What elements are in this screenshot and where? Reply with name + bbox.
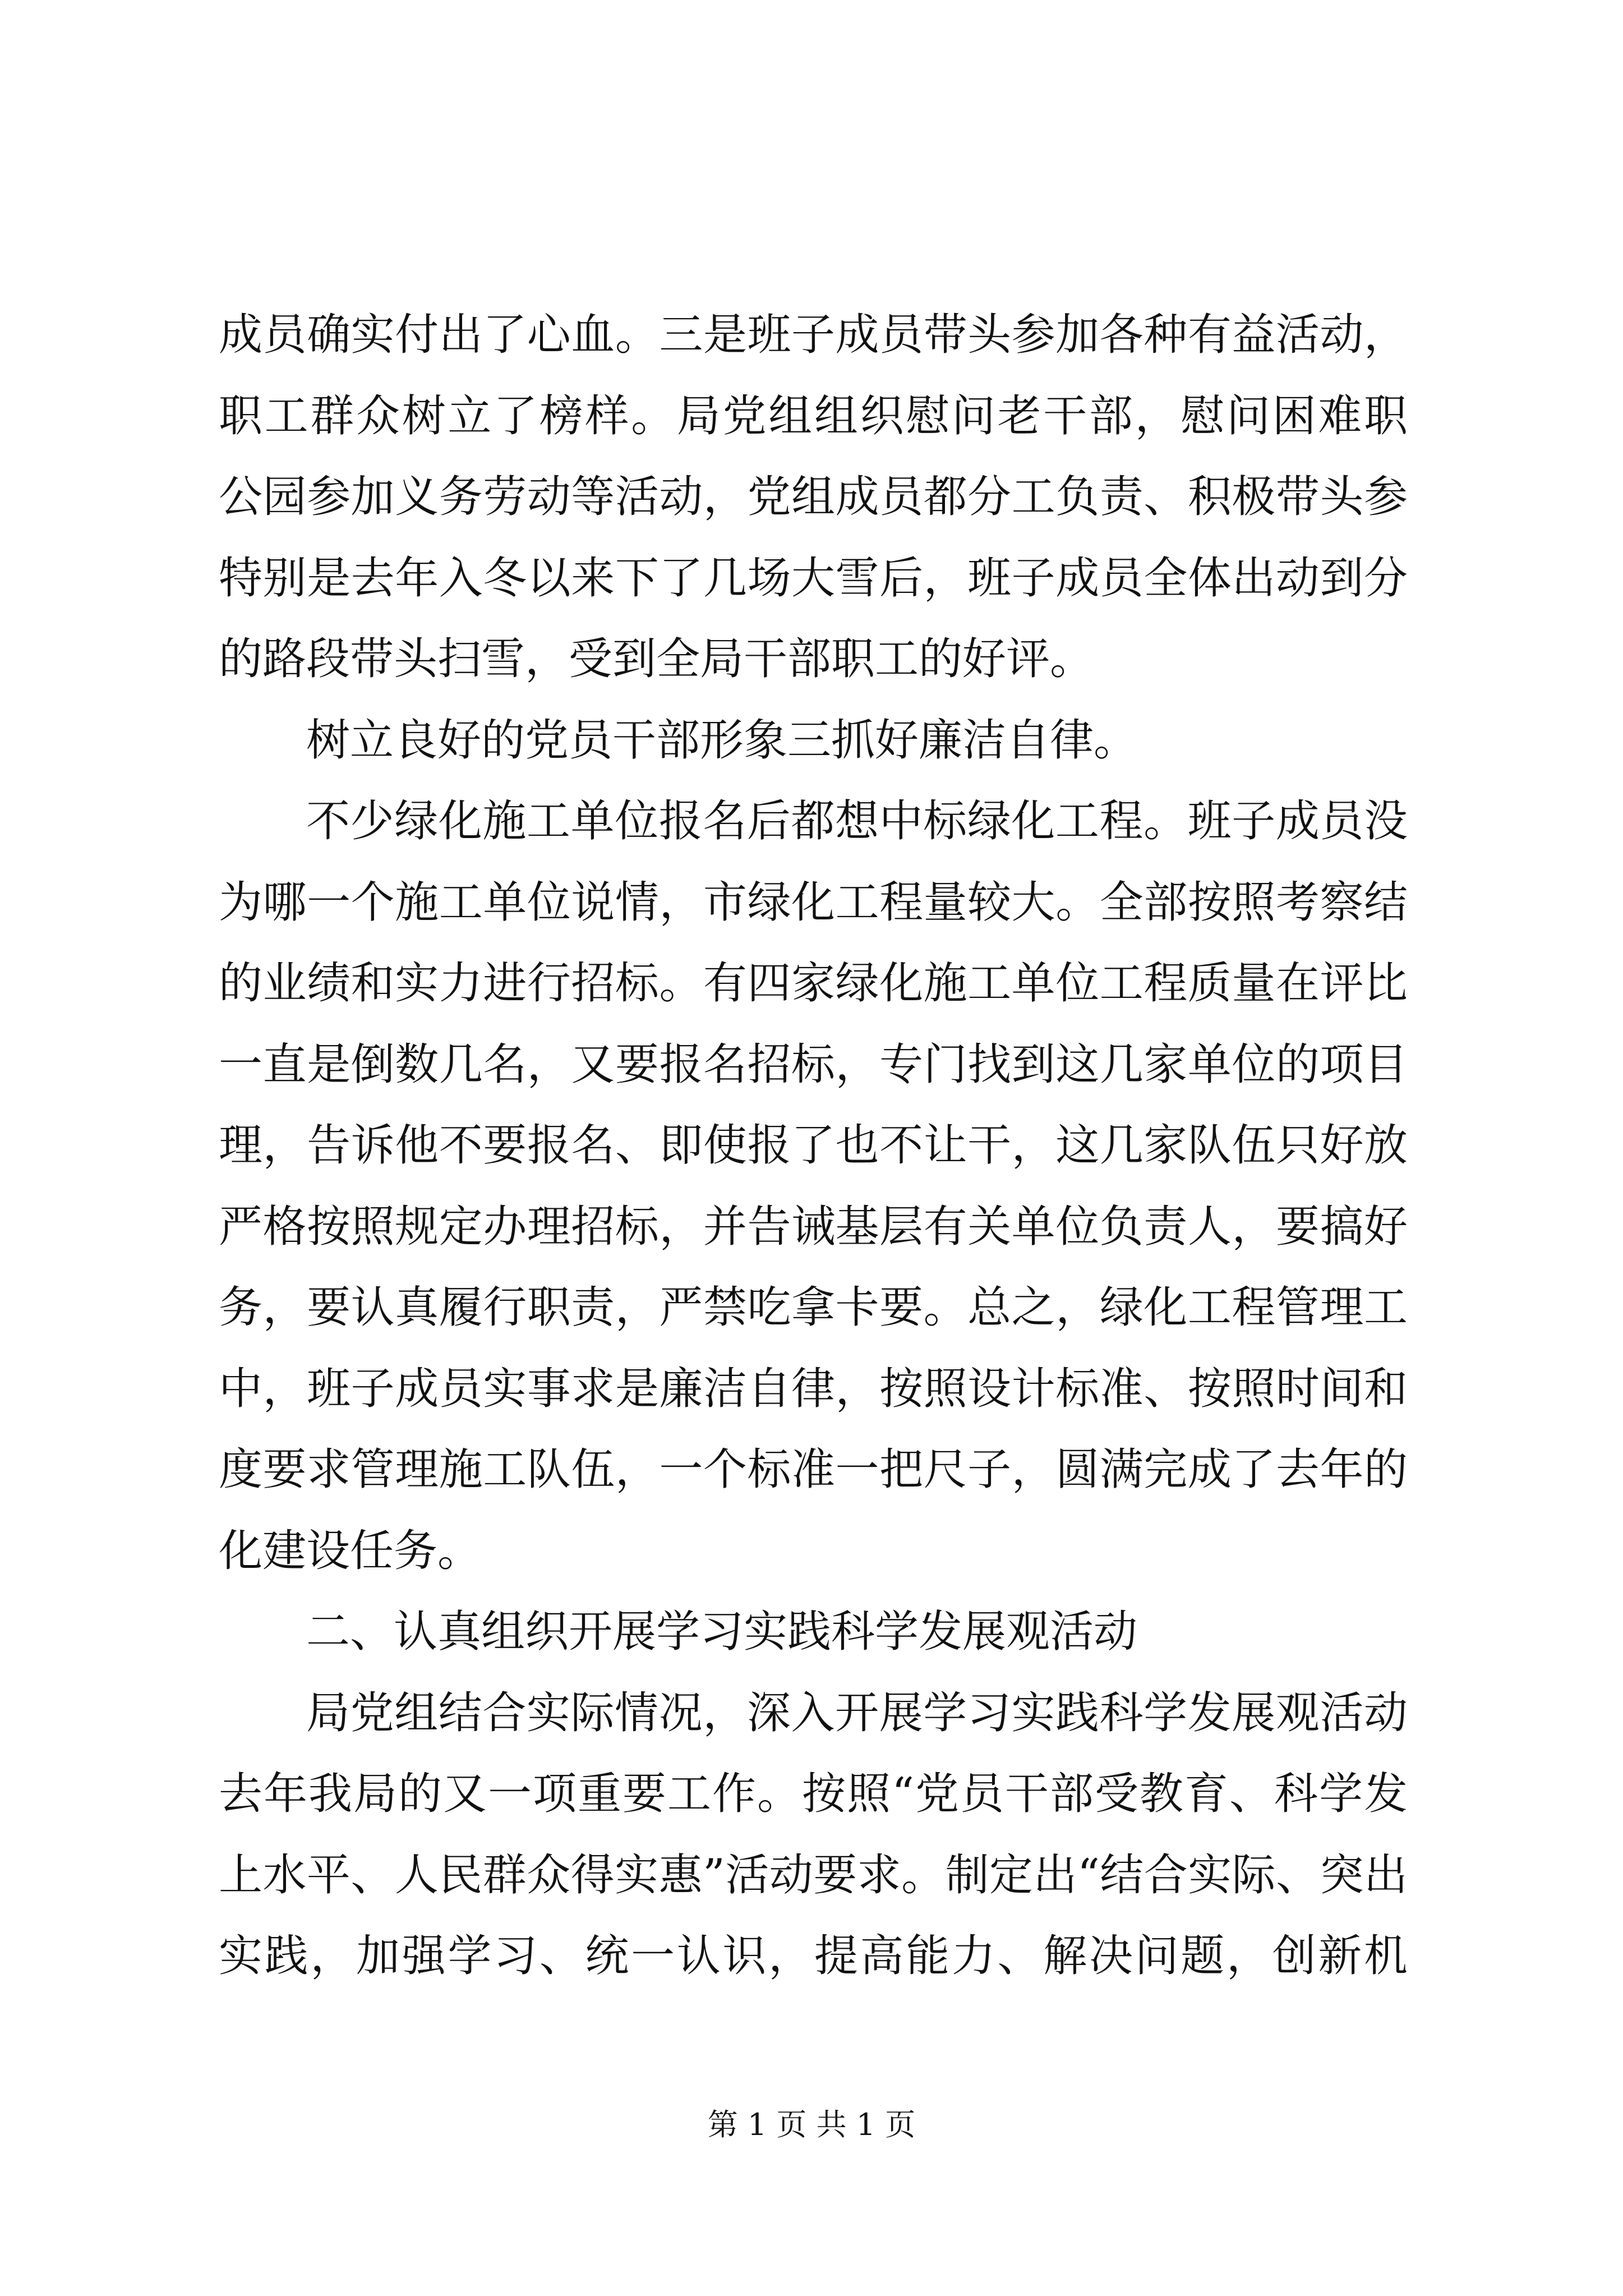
text-line: 中，班子成员实事求是廉洁自律，按照设计标准、按照时间和: [219, 1363, 1408, 1414]
text-line: 化建设任务。: [219, 1525, 482, 1576]
page-footer: 第 1 页 共 1 页: [707, 2107, 916, 2142]
text-line: 成员确实付出了心血。三是班子成员带头参加各种有益活动，: [219, 310, 1408, 360]
text-line: 度要求管理施工队伍，一个标准一把尺子，圆满完成了去年的: [219, 1444, 1408, 1495]
section-heading: 二、认真组织开展学习实践科学发展观活动: [306, 1607, 1138, 1657]
text-line: 上水平、人民群众得实惠”活动要求。制定出“结合实际、突出: [219, 1849, 1408, 1901]
text-line: 为哪一个施工单位说情，市绿化工程量较大。全部按照考察结: [219, 877, 1408, 928]
text-line: 务，要认真履行职责，严禁吃拿卡要。总之，绿化工程管理工: [219, 1282, 1408, 1333]
text-line: 去年我局的又一项重要工作。按照“党员干部受教育、科学发: [219, 1769, 1408, 1819]
text-line: 理，告诉他不要报名、即使报了也不让干，这几家队伍只好放: [219, 1120, 1408, 1171]
text-line: 局党组结合实际情况，深入开展学习实践科学发展观活动: [306, 1687, 1408, 1738]
text-line: 的业绩和实力进行招标。有四家绿化施工单位工程质量在评比: [219, 958, 1408, 1009]
text-line: 一直是倒数几名，又要报名招标，专门找到这几家单位的项目: [219, 1039, 1408, 1090]
text-line: 公园参加义务劳动等活动，党组成员都分工负责、积极带头参: [219, 472, 1408, 522]
section-heading: 树立良好的党员干部形象三抓好廉洁自律。: [306, 715, 1138, 766]
text-line: 特别是去年入冬以来下了几场大雪后，班子成员全体出动到分: [219, 553, 1408, 604]
text-line: 职工群众树立了榜样。局党组组织慰问老干部，慰问困难职: [219, 390, 1408, 441]
text-line: 严格按照规定办理招标，并告诫基层有关单位负责人，要搞好: [219, 1201, 1408, 1252]
text-line: 不少绿化施工单位报名后都想中标绿化工程。班子成员没: [306, 796, 1408, 846]
document-body: [219, 295, 1408, 1997]
text-line: 的路段带头扫雪，受到全局干部职工的好评。: [219, 634, 1094, 684]
text-line: 实践，加强学习、统一认识，提高能力、解决问题，创新机: [219, 1931, 1408, 1981]
